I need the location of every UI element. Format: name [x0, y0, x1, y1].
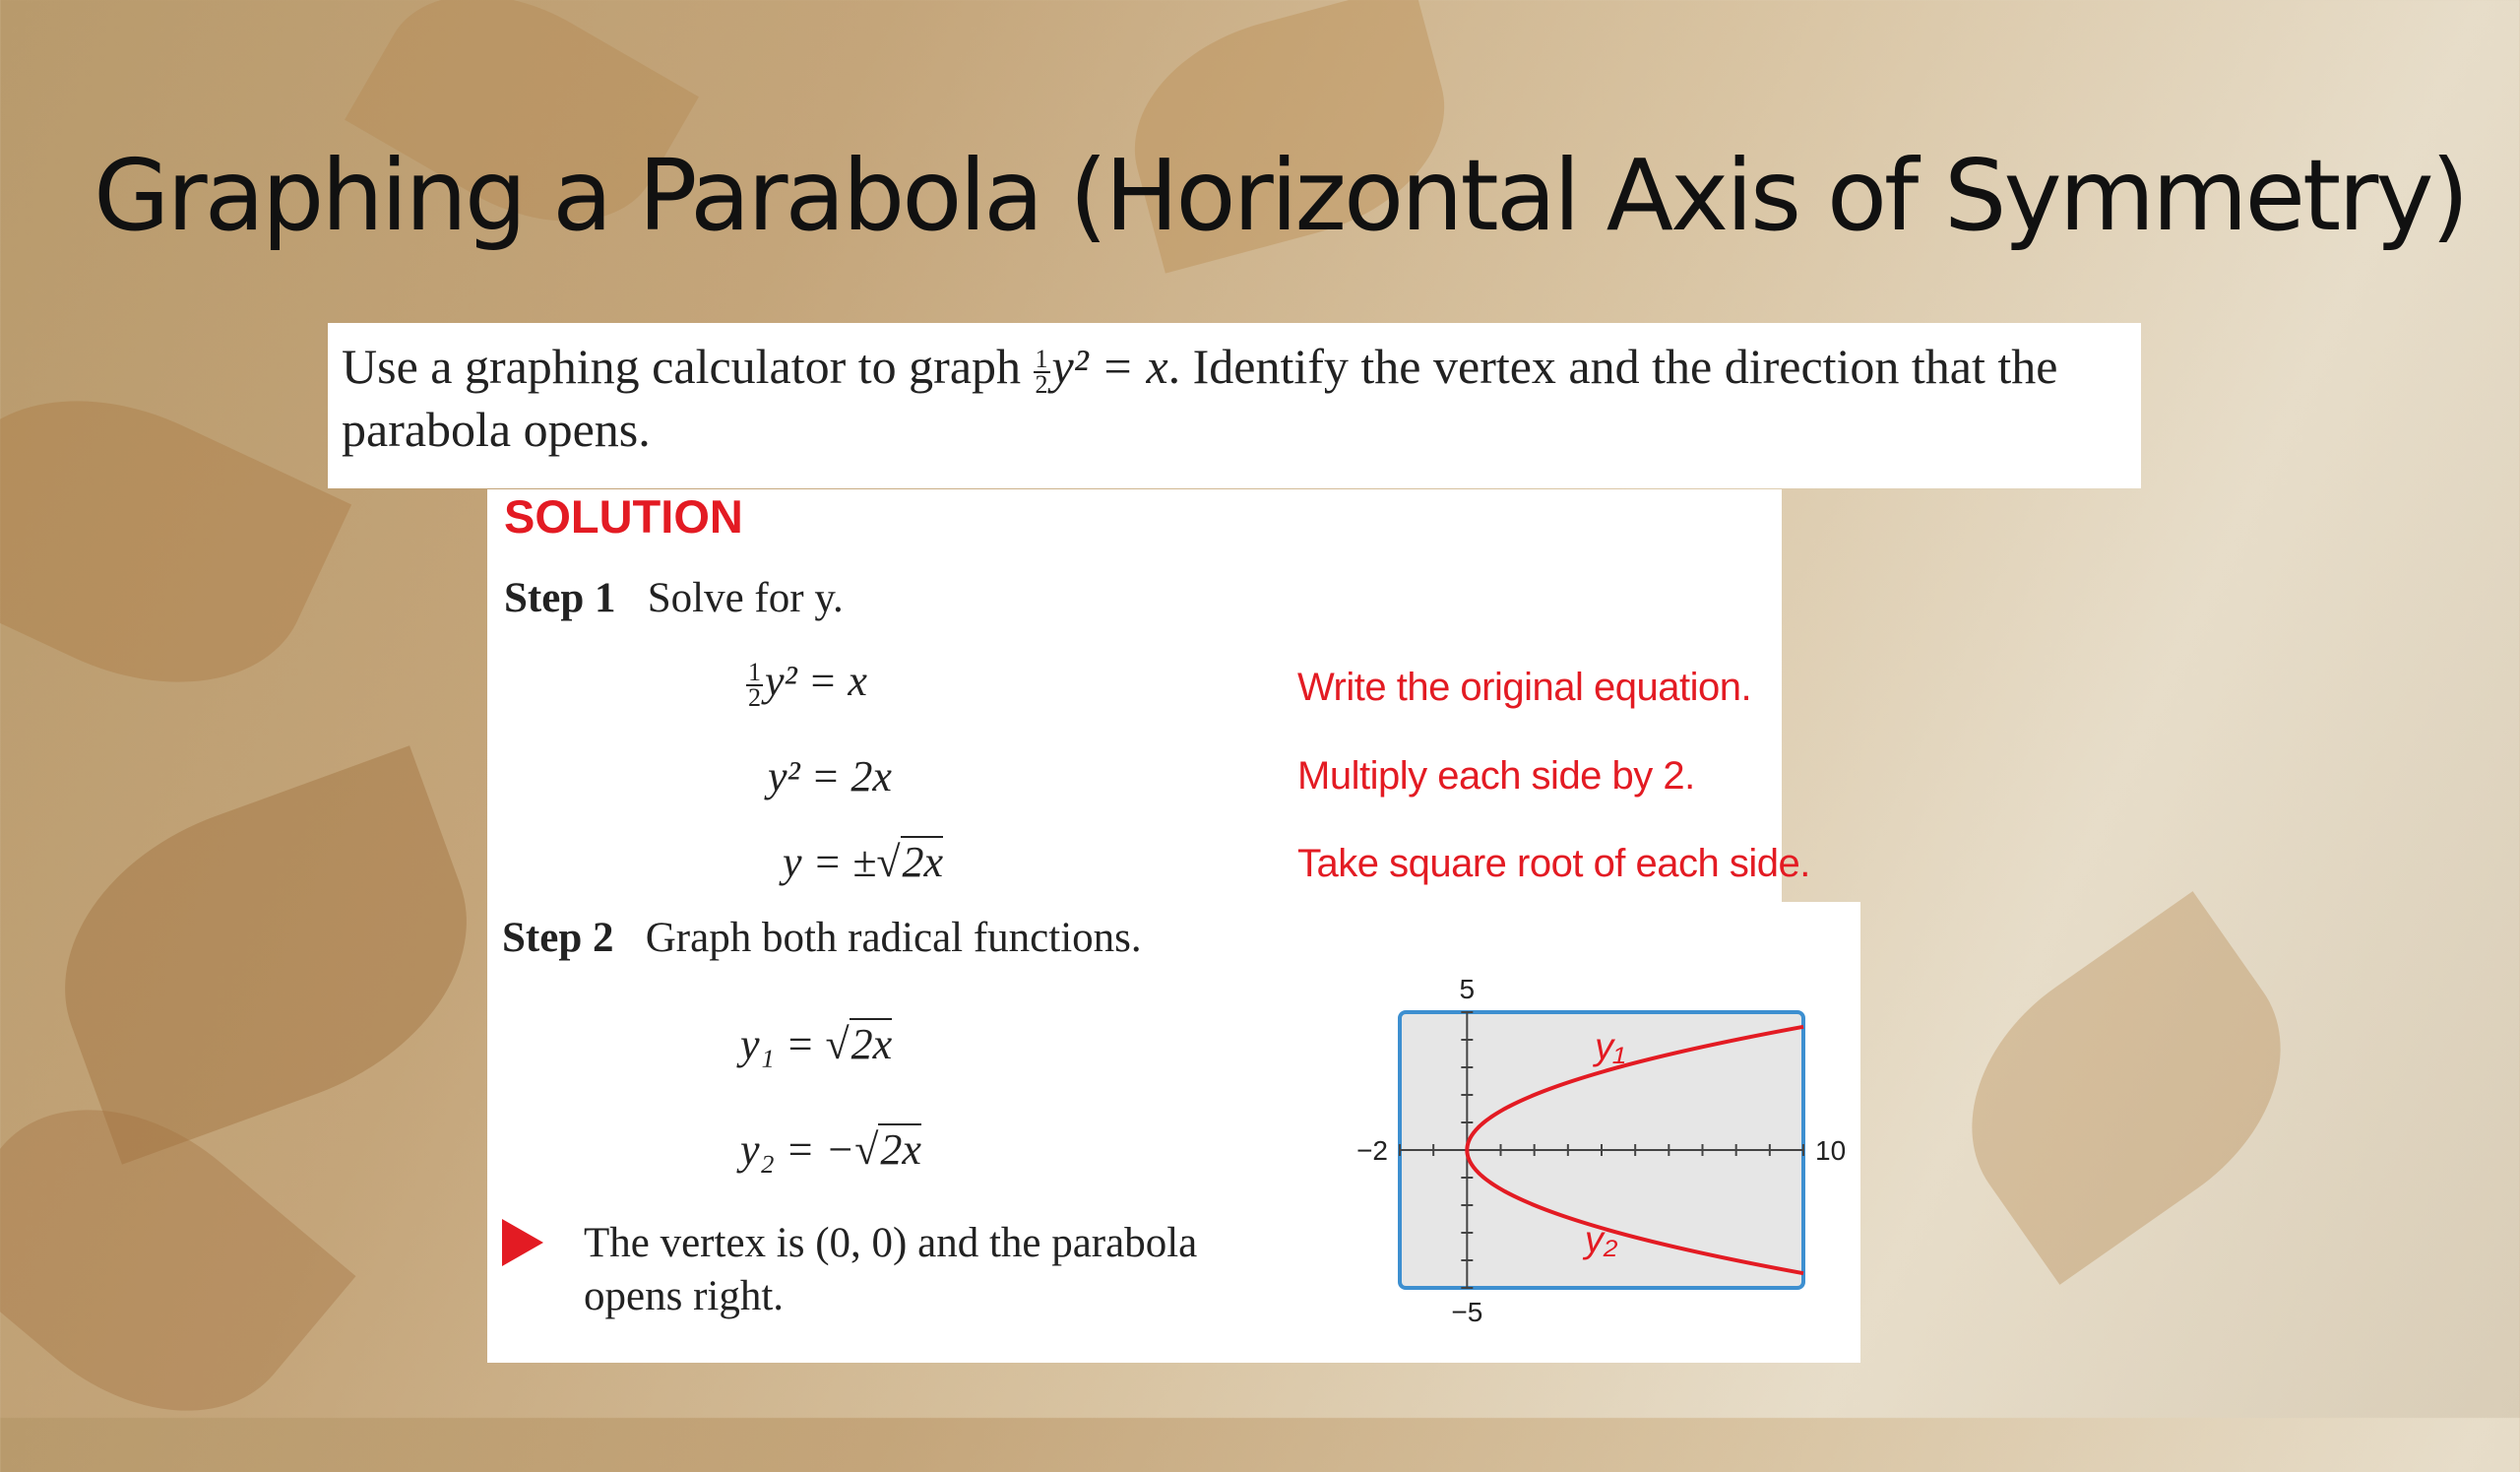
- problem-panel: [328, 323, 2141, 488]
- fraction-numerator: 1: [748, 657, 761, 686]
- solution-label: SOLUTION: [504, 490, 743, 543]
- step2-text: Graph both radical functions.: [645, 915, 1142, 961]
- fraction-numerator: 1: [1035, 344, 1048, 373]
- step2-label: Step 2: [502, 915, 614, 961]
- equation-text: y₁ = √: [740, 1020, 850, 1068]
- conclusion-line-2: opens right.: [584, 1273, 785, 1319]
- equation-fraction: [746, 657, 763, 712]
- step2-equation-2: [740, 1124, 921, 1175]
- radicand: 2x: [902, 838, 944, 886]
- equation-text: y² = x: [765, 657, 867, 705]
- step1-note-1: Write the original equation.: [1297, 666, 1752, 709]
- slide-title: Graphing a Parabola (Horizontal Axis of Symmetry): [94, 138, 2467, 253]
- step1-row: [504, 574, 844, 622]
- problem-text-after: . Identify the vertex and the direction that the parabola opens.: [342, 339, 2058, 457]
- step1-label: Step 1: [504, 575, 616, 621]
- window-xmax-label: 10: [1815, 1135, 1847, 1166]
- red-arrow-icon: [502, 1219, 543, 1266]
- background-leaf: [21, 745, 510, 1165]
- step1-equation-3: [783, 837, 943, 887]
- step1-text: Solve for y.: [647, 575, 844, 621]
- step2-row: [502, 914, 1142, 962]
- equation-text: y₂ = −√: [740, 1125, 879, 1174]
- radicand: 2x: [850, 1020, 893, 1068]
- window-ymin-label: −5: [1451, 1297, 1483, 1327]
- step1-equation-2: [768, 751, 892, 801]
- fraction-denominator: 2: [748, 682, 761, 712]
- series-y2-label: y₂: [1584, 1219, 1618, 1261]
- series-y1-label: y₁: [1595, 1026, 1626, 1068]
- equation-text: y² = 2x: [768, 752, 892, 800]
- window-xmin-label: −2: [1356, 1135, 1388, 1166]
- step2-equation-1: [740, 1019, 892, 1069]
- radicand: 2x: [880, 1125, 921, 1174]
- equation-text: y = ±√: [783, 838, 901, 886]
- background-leaf: [1919, 891, 2334, 1285]
- step1-note-3: Take square root of each side.: [1297, 842, 1810, 885]
- problem-fraction: [1034, 344, 1050, 399]
- problem-equation: y² = x: [1051, 339, 1168, 394]
- problem-text-before: Use a graphing calculator to graph: [342, 339, 1034, 394]
- fraction-denominator: 2: [1035, 369, 1048, 399]
- window-ymax-label: 5: [1459, 974, 1476, 1004]
- step1-equation-1: [746, 656, 867, 710]
- parabola-graph: [1324, 965, 1875, 1329]
- step1-note-2: Multiply each side by 2.: [1297, 754, 1695, 798]
- background-leaf: [0, 347, 351, 736]
- conclusion-line-1: The vertex is (0, 0) and the parabola: [584, 1220, 1198, 1266]
